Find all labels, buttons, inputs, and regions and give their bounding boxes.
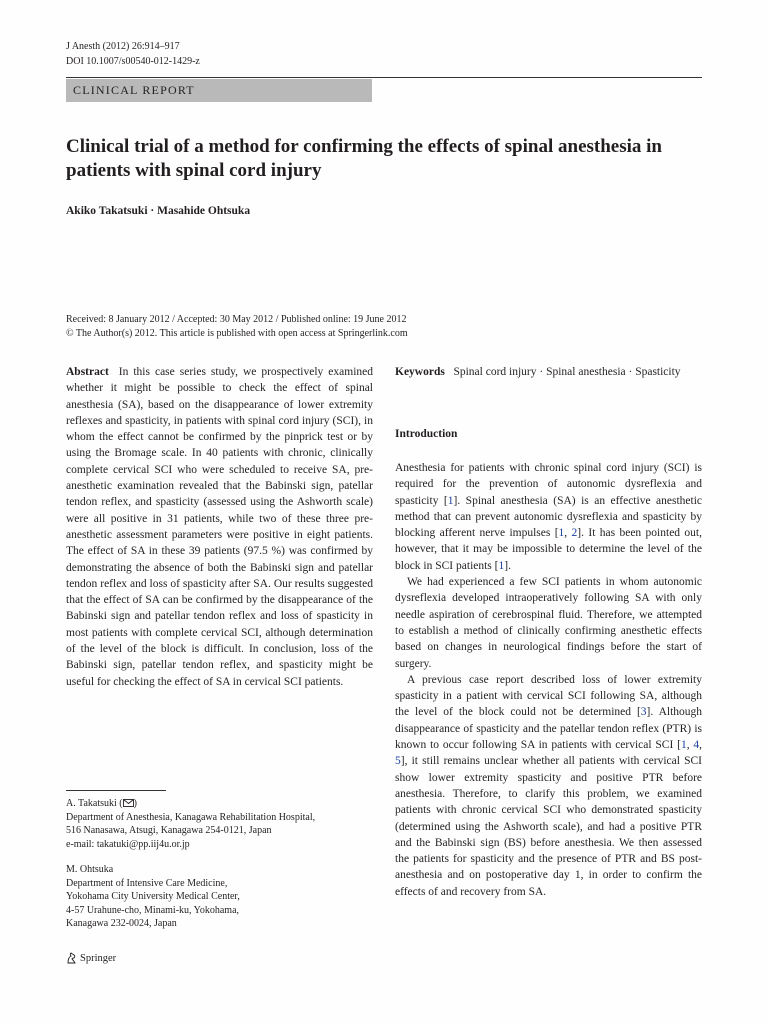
affiliation-address: 516 Nanasawa, Atsugi, Kanagawa 254-0121, Japan xyxy=(66,825,272,837)
section-heading-introduction: Introduction xyxy=(395,428,458,440)
publication-dates xyxy=(66,313,706,341)
abstract xyxy=(66,364,373,690)
author-name: A. Takatsuki ( xyxy=(66,798,123,809)
doi: DOI 10.1007/s00540-012-1429-z xyxy=(66,56,200,67)
header-rule xyxy=(66,77,702,78)
paragraph: We had experienced a few SCI patients in whom autonomic dysreflexia developed intraoperatively following SA with only needle aspiration of cerebrospinal fluid. Therefore, we attempted to establish a method of clinically confirming anesthetic effects based on changes in neurological findings before the start of surgery. xyxy=(395,576,702,670)
journal-citation: J Anesth (2012) 26:914–917 xyxy=(66,41,180,52)
abstract-text: In this case series study, we prospectively examined whether it might be possible to check the effect of spinal anesthesia (SA), based on the disappearance of lower extremity reflexes and spasticity, in patients with spinal cord injury (SCI), in whom the effect cannot be confirmed by the pinprick test or by using the Bromage scale. In 40 patients with chronic, clinically complete cervical SCI who were scheduled to receive SA, pre-anesthetic examination revealed that the Babinski sign, patellar tendon reflex, and spasticity (assessed using the Ashworth scale) were all positive in 31 patients, while two of these three pre-anesthetic assessment parameters were positive in eight patients. The effect of SA in these 39 patients (97.5 %) was confirmed by demonstrating the absence of both the Babinski sign and patellar tendon reflex and loss of spasticity after SA. Our results suggested that the effect of SA can be confirmed by the disappearance of the Babinski sign and patellar tendon reflex and loss of spasticity in most patients with complete cervical SCI, although determination of the level of the block is difficult. In conclusion, loss of the Babinski sign, patellar tendon reflex, and spasticity might be useful for checking the effect of SA in cervical SCI patients. xyxy=(66,366,374,688)
section-band: CLINICAL REPORT xyxy=(66,79,372,102)
affiliation-address: 4-57 Urahune-cho, Minami-ku, Yokohama, xyxy=(66,904,240,916)
copyright-line: © The Author(s) 2012. This article is published with open access at Springerlink.com xyxy=(66,328,408,339)
citation-link[interactable]: 1 xyxy=(498,559,505,572)
paragraph: A previous case report described loss of lower extremity spasticity in a patient with cervical SCI following SA, although the level of the block could not be determined [3]. Although disappearance of spasticity and the patellar tendon reflex (PTR) is known to occur following SA in patients with cervical SCI [1, 4, 5], it still remains unclear whether all patients with cervical SCI show lower extremity spasticity and positive PTR before anesthesia. Therefore, to clarify this problem, we examined patients with chronic cervical SCI who demonstrated spasticity (determined using the Ashworth scale), and had a positive PTR and the Babinski sign (BS) before anesthesia. We then assessed the patients for spasticity and the presence of PTR and BS post-anesthesia and on postoperative day 1, in order to confirm the effects of and recovery from SA. xyxy=(395,673,703,898)
keywords xyxy=(395,364,702,380)
author-name: M. Ohtsuka xyxy=(66,864,114,875)
footnote-rule xyxy=(66,790,166,791)
abstract-label: Abstract xyxy=(66,366,109,378)
article-title: Clinical trial of a method for confirming the effects of spinal anesthesia in patients with spinal cord injury xyxy=(66,136,662,181)
affiliation-ohtsuka xyxy=(66,863,366,931)
citation-link[interactable]: 3 xyxy=(640,706,647,719)
author-list: Akiko Takatsuki · Masahide Ohtsuka xyxy=(66,205,251,217)
publisher-name: Springer xyxy=(80,952,117,964)
author-name-close: ) xyxy=(133,798,137,809)
affiliation-takatsuki xyxy=(66,797,366,851)
affiliation-dept: Department of Intensive Care Medicine, xyxy=(66,877,228,889)
affiliation-address: Kanagawa 232-0024, Japan xyxy=(66,918,177,930)
email-address: e-mail: takatuki@pp.iij4u.or.jp xyxy=(66,838,190,850)
publisher-footer xyxy=(66,952,116,964)
citation-link[interactable]: 2 xyxy=(571,527,578,540)
affiliation-dept: Department of Anesthesia, Kanagawa Rehabilitation Hospital, xyxy=(66,811,316,823)
keywords-label: Keywords xyxy=(395,366,445,378)
citation-link[interactable]: 4 xyxy=(693,739,700,752)
paragraph: Anesthesia for patients with chronic spinal cord injury (SCI) is required for the prevention of autonomic dysreflexia and spasticity [1]. Spinal anesthesia (SA) is an effective anesthetic method that can prevent autonomic dysreflexia and spasticity by blocking afferent nerve impulses [1, 2]. It has been pointed out, however, that it may be impossible to determine the level of the block in SCI patients [1]. xyxy=(395,462,702,572)
citation-link[interactable]: 1 xyxy=(680,739,687,752)
citation-link[interactable]: 5 xyxy=(395,755,401,768)
dates-line: Received: 8 January 2012 / Accepted: 30 May 2012 / Published online: 19 June 2012 xyxy=(66,314,407,325)
keywords-text: Spinal cord injury · Spinal anesthesia · Spasticity xyxy=(453,366,681,378)
introduction-body xyxy=(395,460,702,900)
affiliation-dept: Yokohama City University Medical Center, xyxy=(66,891,240,903)
citation-link[interactable]: 1 xyxy=(558,527,565,540)
springer-horse-icon xyxy=(66,952,77,964)
envelope-icon xyxy=(123,799,134,807)
citation-link[interactable]: 1 xyxy=(447,494,454,507)
